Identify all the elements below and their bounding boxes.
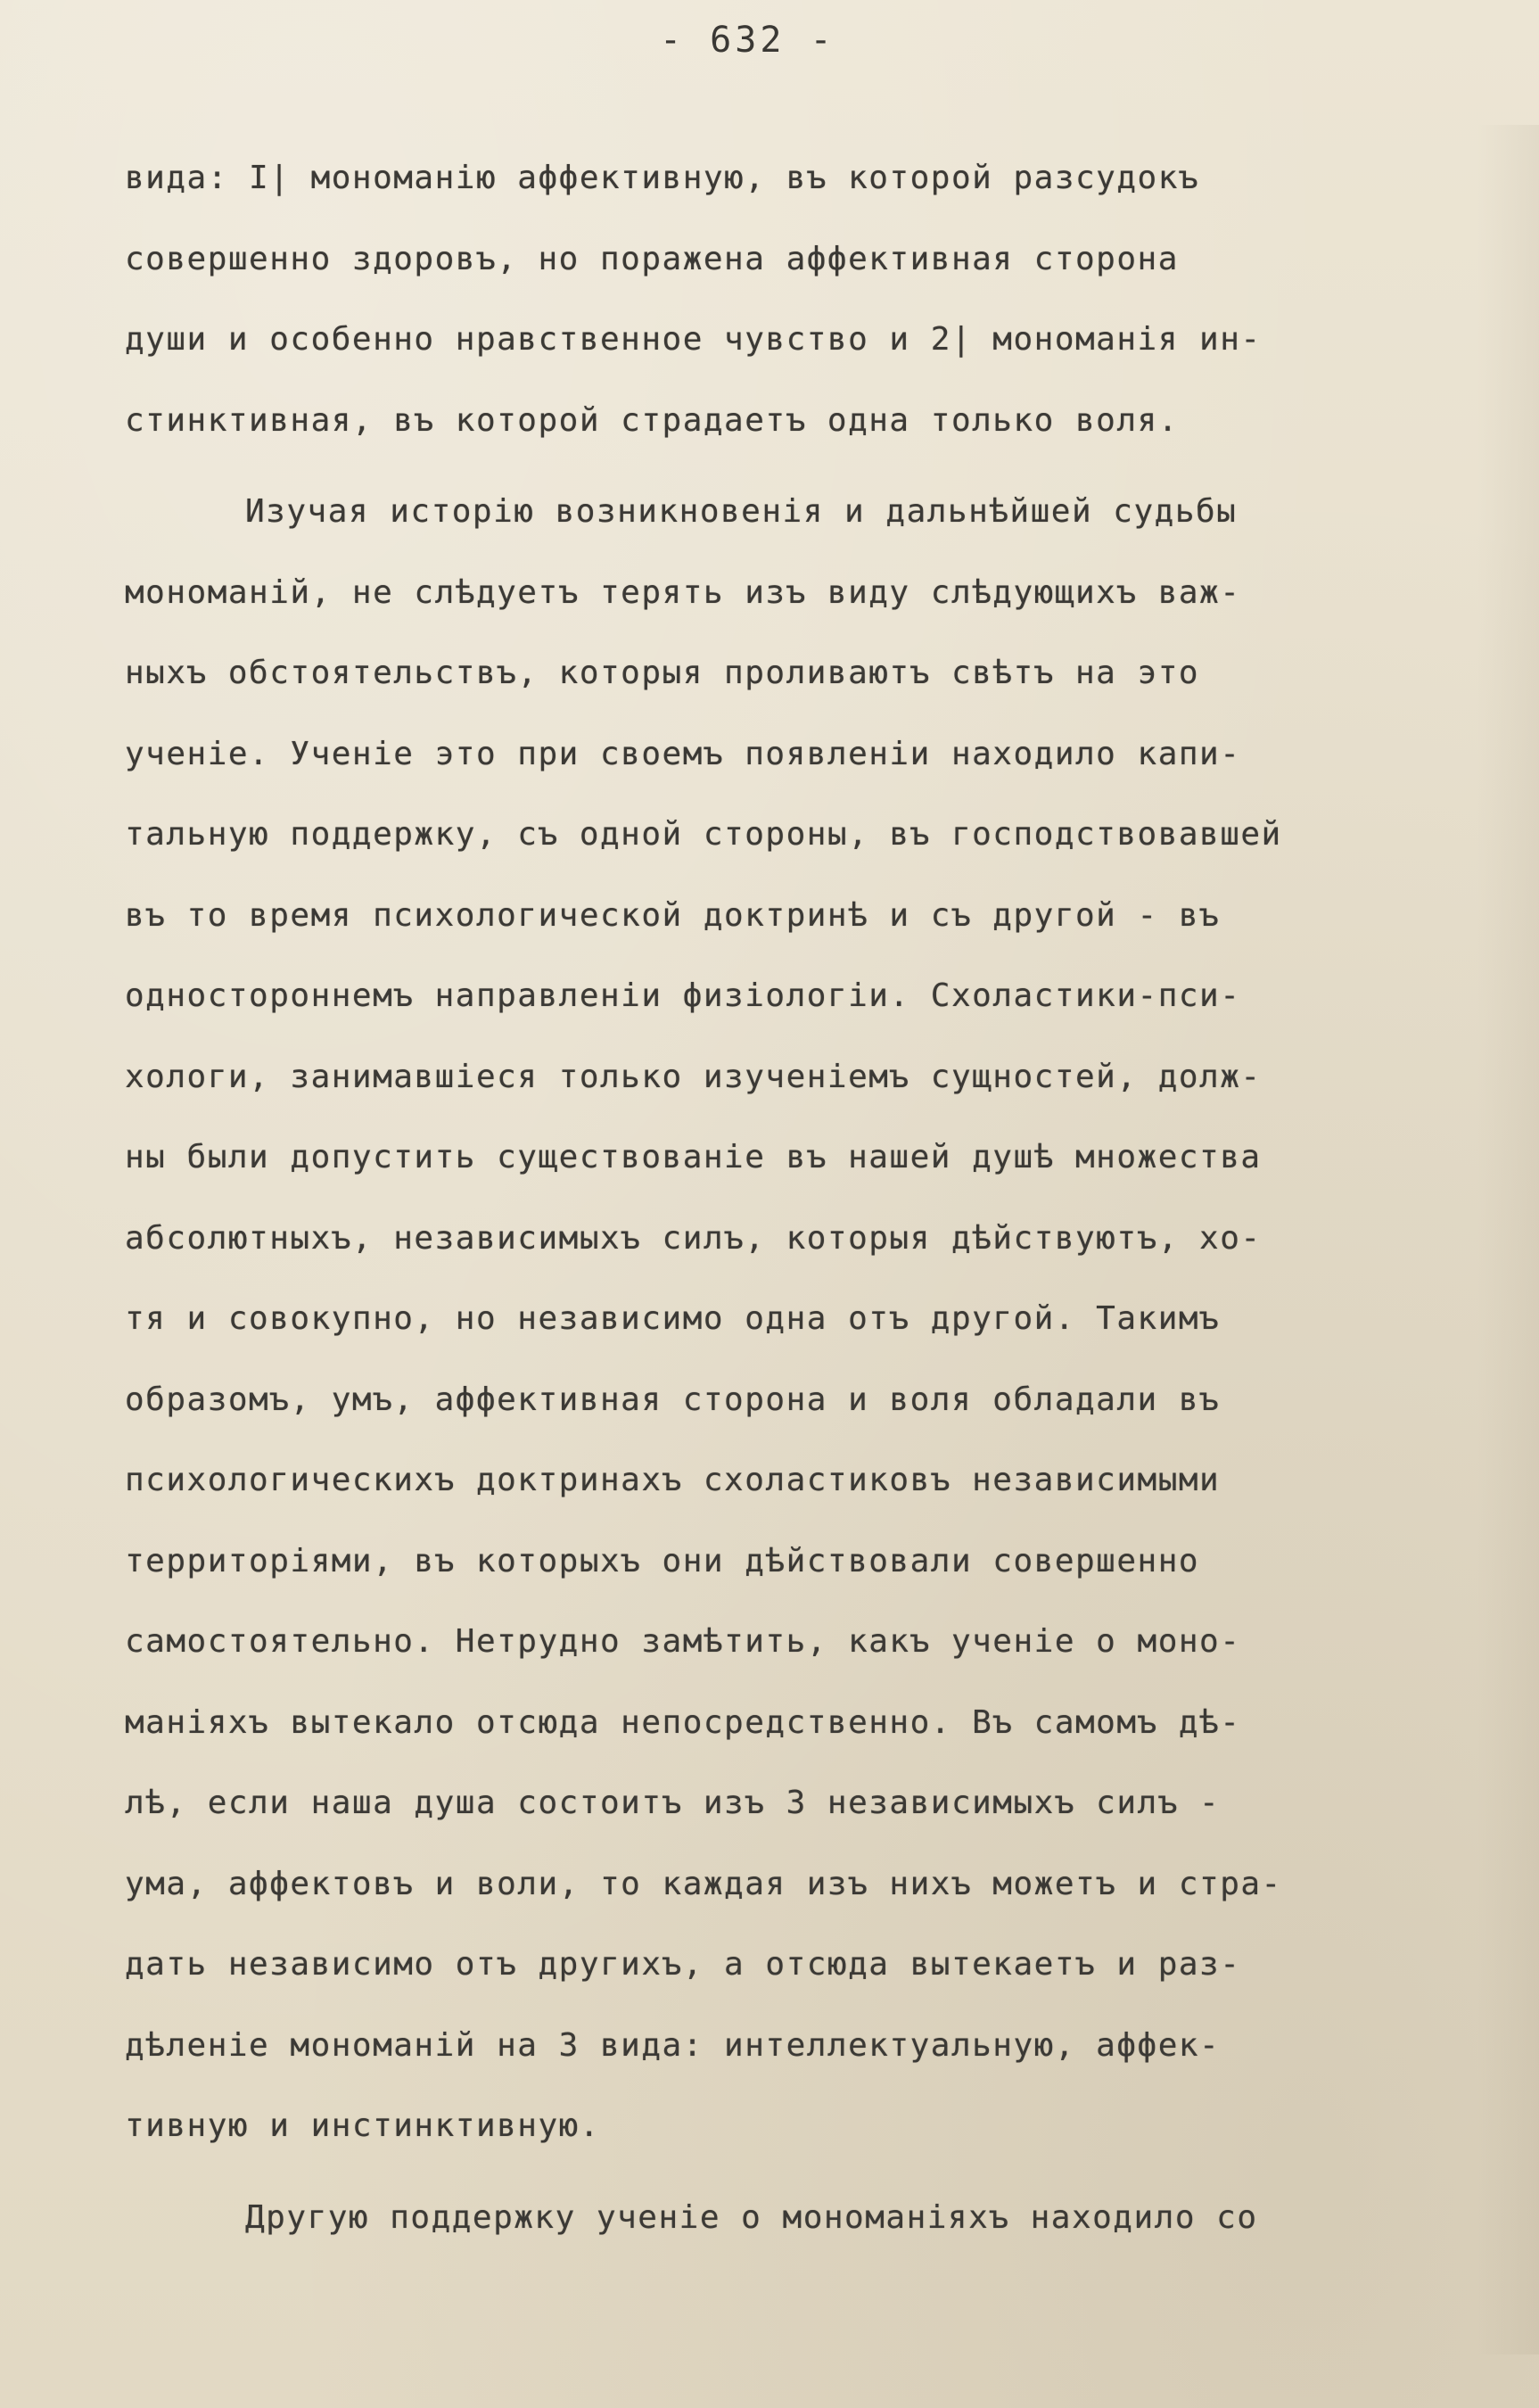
paragraph-gap (125, 461, 1462, 472)
text-line: психологическихъ доктринахъ схоластиковъ независимыми (125, 1462, 1221, 1498)
text-line: тя и совокупно, но независимо одна отъ другой. Такимъ (125, 1300, 1221, 1337)
text-line: въ то время психологической доктринѣ и съ другой - въ (125, 896, 1221, 934)
text-line: души и особенно нравственное чувство и 2| мономанія ин- (125, 321, 1262, 358)
text-line: хологи, занимавшіеся только изученіемъ сущностей, долж- (125, 1058, 1262, 1095)
paragraph-gap (125, 2167, 1462, 2178)
page-number: - 632 - (660, 20, 835, 61)
text-line: одностороннемъ направленіи физіологіи. Схоластики-пси- (125, 977, 1241, 1014)
text-line: тальную поддержку, съ одной стороны, въ господствовавшей (125, 816, 1282, 853)
text-line: ума, аффектовъ и воли, то каждая изъ нихъ можетъ и стра- (125, 1865, 1282, 1902)
text-line: Изучая исторію возникновенія и дальнѣйшей судьбы (245, 493, 1238, 530)
text-line: стинктивная, въ которой страдаетъ одна только воля. (125, 401, 1179, 439)
text-line: ныхъ обстоятельствъ, которыя проливаютъ свѣтъ на это (125, 655, 1200, 691)
text-line: абсолютныхъ, независимыхъ силъ, которыя дѣйствуютъ, хо- (125, 1219, 1262, 1257)
text-line: Другую поддержку ученіе о мономаніяхъ находило со (245, 2198, 1258, 2236)
text-line: мономаній, не слѣдуетъ терять изъ виду слѣдующихъ важ- (125, 573, 1241, 611)
text-line: тивную и инстинктивную. (125, 2107, 600, 2144)
page-edge-shadow (1477, 125, 1539, 2354)
text-line: самостоятельно. Нетрудно замѣтить, какъ ученіе о моно- (125, 1623, 1241, 1660)
text-line: вида: I| мономанію аффективную, въ которой разсудокъ (125, 160, 1200, 196)
text-line: ученіе. Ученіе это при своемъ появленіи находило капи- (125, 735, 1241, 772)
text-line: образомъ, умъ, аффективная сторона и воля обладали въ (125, 1381, 1221, 1418)
text-line: дѣленіе мономаній на 3 вида: интеллектуальную, аффек- (125, 2026, 1221, 2064)
text-line: ны были допустить существованіе въ нашей душѣ множества (125, 1139, 1262, 1175)
text-line: территоріями, въ которыхъ они дѣйствовали совершенно (125, 1542, 1200, 1579)
body-text (125, 138, 1462, 2258)
text-line: совершенно здоровъ, но поражена аффективная сторона (125, 240, 1179, 277)
text-line: дать независимо отъ другихъ, а отсюда вытекаетъ и раз- (125, 1946, 1241, 1983)
text-line: маніяхъ вытекало отсюда непосредственно. Въ самомъ дѣ- (125, 1703, 1241, 1741)
text-line: лѣ, если наша душа состоитъ изъ 3 независимыхъ силъ - (125, 1785, 1221, 1821)
